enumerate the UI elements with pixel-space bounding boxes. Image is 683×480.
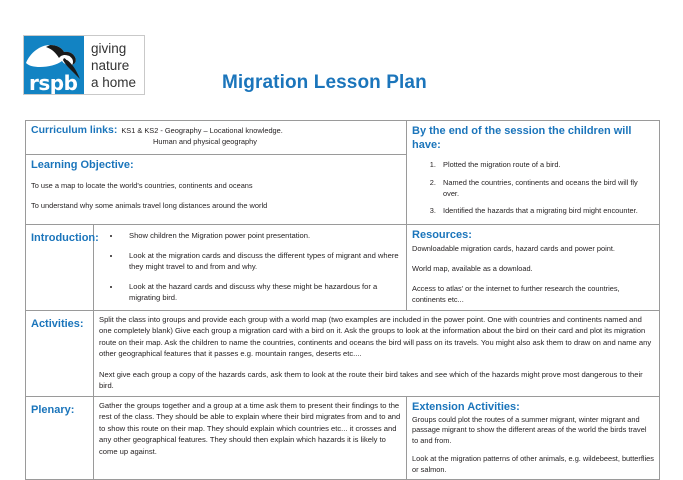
activities-label: Activities: [31,317,84,330]
outcomes-label: By the end of the session the children will have: [412,125,632,151]
resources-line-3: Access to atlas' or the internet to further research the countries, continents etc... [412,284,620,304]
introduction-content-cell [94,225,407,311]
activities-paragraph-2: Next give each group a copy of the hazards cards, ask them to look at the route their bird takes and see which of the hazards might prove most dangerous to their bird. [99,369,643,390]
table-row-curriculum [26,121,660,155]
plenary-paragraph-1: Gather the groups together and a group at a time ask them to present their findings to the rest of the class. They should be able to explain where their bird migrates from and to and to show this route on their map. They should explain which countries etc... it crosses and any other geographical features. They should then explain which hazards it is likely to come up against. [99,400,401,456]
introduction-bullet-list [99,230,401,304]
extension-activities-cell [407,396,660,480]
curriculum-links-label: Curriculum links: [31,124,118,136]
plenary-label: Plenary: [31,403,75,416]
table-row-introduction [26,225,660,311]
introduction-label-cell [26,225,99,311]
activities-label-cell [26,310,94,396]
lesson-plan-table [25,120,660,480]
table-row-plenary [26,396,660,480]
rspb-tagline [84,36,144,94]
tagline-line-1: giving [91,40,127,56]
list-item: 2. Named the countries, continents and oceans the bird will fly over. [438,177,654,199]
introduction-label: Introduction: [31,232,99,244]
learning-objective-line-1: To use a map to locate the world's countries, continents and oceans [31,181,253,191]
extension-activities-label: Extension Activities: [412,400,520,413]
extension-line-2: Look at the migration patterns of other animals, e.g. wildebeest, butterflies or salmon. [412,454,654,474]
list-item: 1. Plotted the migration route of a bird. [438,159,654,170]
learning-objective-label: Learning Objective: [31,159,134,172]
list-item: • Look at the migration cards and discuss the different types of migrant and where they might travel to and from and why. [121,250,401,273]
rspb-logo [23,35,145,95]
table-row-activities [26,310,660,396]
learning-objective-cell [26,155,407,225]
resources-label: Resources: [412,229,472,241]
resources-line-2: World map, available as a download. [412,264,533,273]
plenary-content-cell [94,396,407,480]
extension-line-1: Groups could plot the routes of a summer migrant, winter migrant and passage migrant to show the different areas of the world the birds travel to and from. [412,414,647,445]
resources-line-1: Downloadable migration cards, hazard cards and power point. [412,244,615,253]
document-header [0,0,683,118]
list-item: 3. Identified the hazards that a migrating bird might encounter. [438,205,654,216]
curriculum-links-cell [26,121,407,155]
outcomes-list [412,159,654,216]
curriculum-links-line-1: KS1 & KS2 - Geography – Locational knowledge. [121,126,283,135]
tagline-line-2: nature [91,57,130,73]
page-title: Migration Lesson Plan [222,72,427,93]
curriculum-links-line-2: Human and physical geography [153,137,257,146]
plenary-label-cell [26,396,94,480]
rspb-wordmark: rspb [29,71,78,94]
list-item: • Show children the Migration power point presentation. [121,230,401,242]
outcomes-cell [407,121,660,225]
resources-cell [407,225,660,311]
tagline-line-3: a home [91,74,137,90]
learning-objective-line-2: To understand why some animals travel long distances around the world [31,201,268,211]
activities-content-cell [94,310,660,396]
rspb-logo-mark [24,36,84,94]
list-item: • Look at the hazard cards and discuss why these might be hazardous for a migrating bird. [121,281,401,304]
activities-paragraph-1: Split the class into groups and provide each group with a world map (two examples are included in the power point. One with countries and continents named and one completely blank) Give each group a migration card with a bird on it. Ask the groups to look at the information about the bird on their card and plot its migration route on their map. Ask the children to name the countries, continents and oceans the bird will pass on its travels. You might also ask them to draw on and name any other geographical features that it passes e.g. mountain ranges, deserts etc.... [99,314,652,358]
